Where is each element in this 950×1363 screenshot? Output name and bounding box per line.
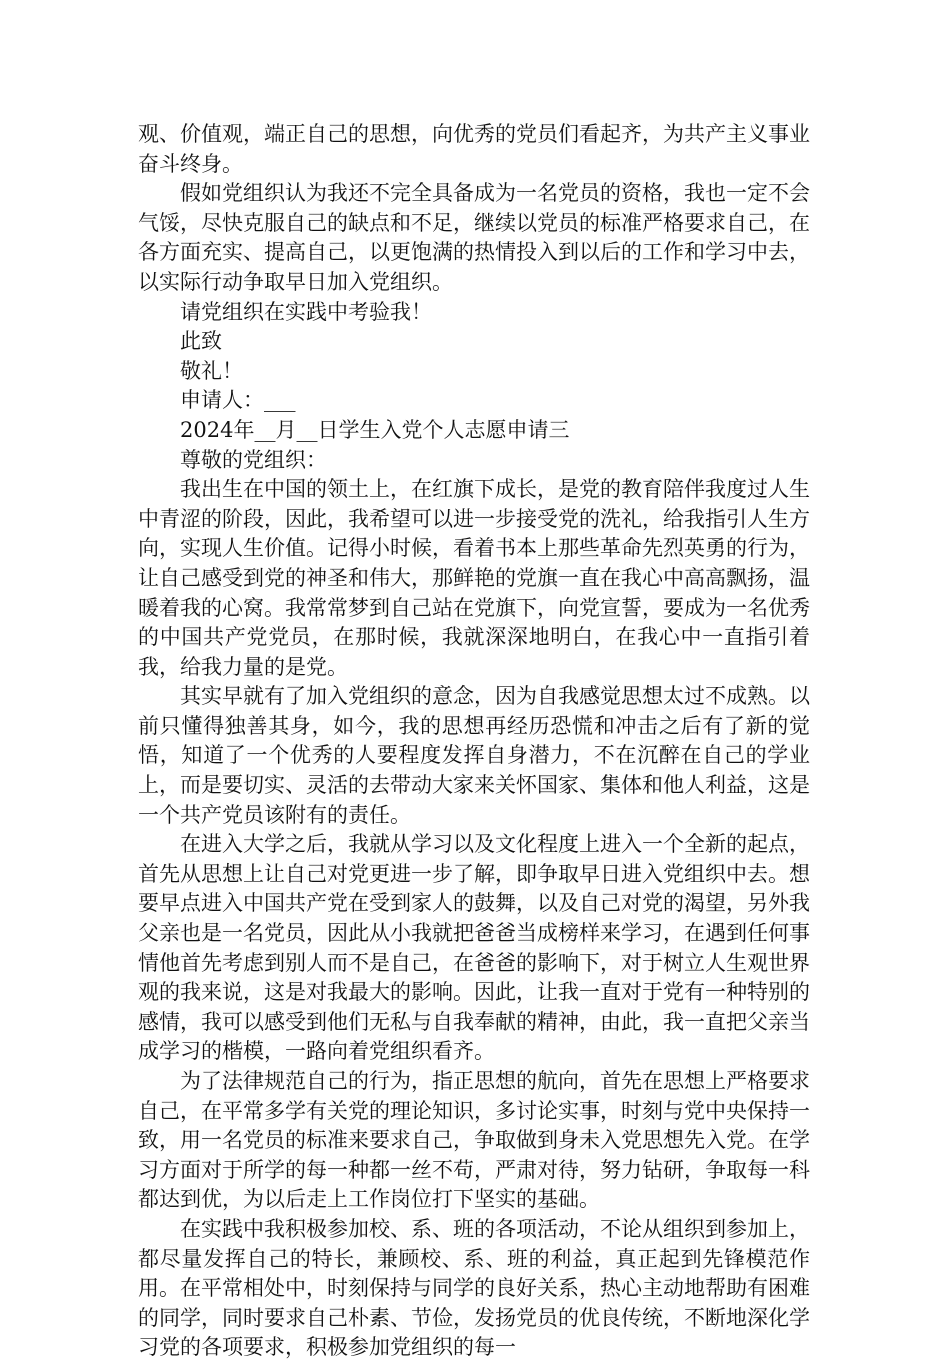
paragraph-3: 请党组织在实践中考验我！	[180, 299, 432, 324]
paragraph-5: 敬礼！	[180, 358, 243, 383]
paragraph-2: 假如党组织认为我还不完全具备成为一名党员的资格，我也一定不会气馁，尽快克服自己的缺点和不足，继续以党员的标准严格要求自己，在各方面充实、提高自己，以更饱满的热情投入到以后的工作和学习中去，以实际行动争取早日加入党组织。	[138, 181, 810, 294]
paragraph-4: 此致	[180, 329, 222, 354]
paragraph-1: 观、价值观，端正自己的思想，向优秀的党员们看起齐，为共产主义事业奋斗终身。	[138, 122, 810, 176]
applicant-line: 申请人：___	[180, 388, 296, 413]
salutation: 尊敬的党组织：	[180, 447, 327, 472]
paragraph-11: 在进入大学之后，我就从学习以及文化程度上进入一个全新的起点，首先从思想上让自己对党更进一步了解，即争取早日进入党组织中去。想要早点进入中国共产党在受到家人的鼓舞，以及自己对党的渴望，另外我父亲也是一名党员，因此从小我就把爸爸当成榜样来学习，在遇到任何事情他首先考虑到别人而不是自己，在爸爸的影响下，对于树立人生观世界观的我来说，这是对我最大的影响。因此，让我一直对于党有一种特别的感情，我可以感受到他们无私与自我奉献的精神，由此，我一直把父亲当成学习的楷模，一路向着党组织看齐。	[138, 832, 810, 1064]
paragraph-9: 我出生在中国的领土上，在红旗下成长，是党的教育陪伴我度过人生中青涩的阶段，因此，我希望可以进一步接受党的洗礼，给我指引人生方向，实现人生价值。记得小时候，看着书本上那些革命先烈英勇的行为，让自己感受到党的神圣和伟大，那鲜艳的党旗一直在我心中高高飘扬，温暖着我的心窝。我常常梦到自己站在党旗下，向党宣誓，要成为一名优秀的中国共产党党员，在那时候，我就深深地明白，在我心中一直指引着我，给我力量的是党。	[138, 477, 810, 679]
paragraph-12: 为了法律规范自己的行为，指正思想的航向，首先在思想上严格要求自己，在平常多学有关党的理论知识，多讨论实事，时刻与党中央保持一致，用一名党员的标准来要求自己，争取做到身未入党思想先入党。在学习方面对于所学的每一种都一丝不苟，严肃对待，努力钻研，争取每一科都达到优，为以后走上工作岗位打下坚实的基础。	[138, 1069, 810, 1212]
date-heading-line: 2024年__月__日学生入党个人志愿申请三	[180, 417, 570, 442]
document-page	[138, 120, 810, 1363]
paragraph-10: 其实早就有了加入党组织的意念，因为自我感觉思想太过不成熟。以前只懂得独善其身，如今，我的思想再经历恐慌和冲击之后有了新的觉悟，知道了一个优秀的人要程度发挥自身潜力，不在沉醉在自己的学业上，而是要切实、灵活的去带动大家来关怀国家、集体和他人利益，这是一个共产党员该附有的责任。	[138, 684, 810, 827]
paragraph-13: 在实践中我积极参加校、系、班的各项活动，不论从组织到参加上，都尽量发挥自己的特长，兼顾校、系、班的利益，真正起到先锋模范作用。在平常相处中，时刻保持与同学的良好关系，热心主动地帮助有困难的同学，同时要求自己朴素、节俭，发扬党员的优良传统，不断地深化学习党的各项要求，积极参加党组织的每一	[138, 1216, 810, 1360]
